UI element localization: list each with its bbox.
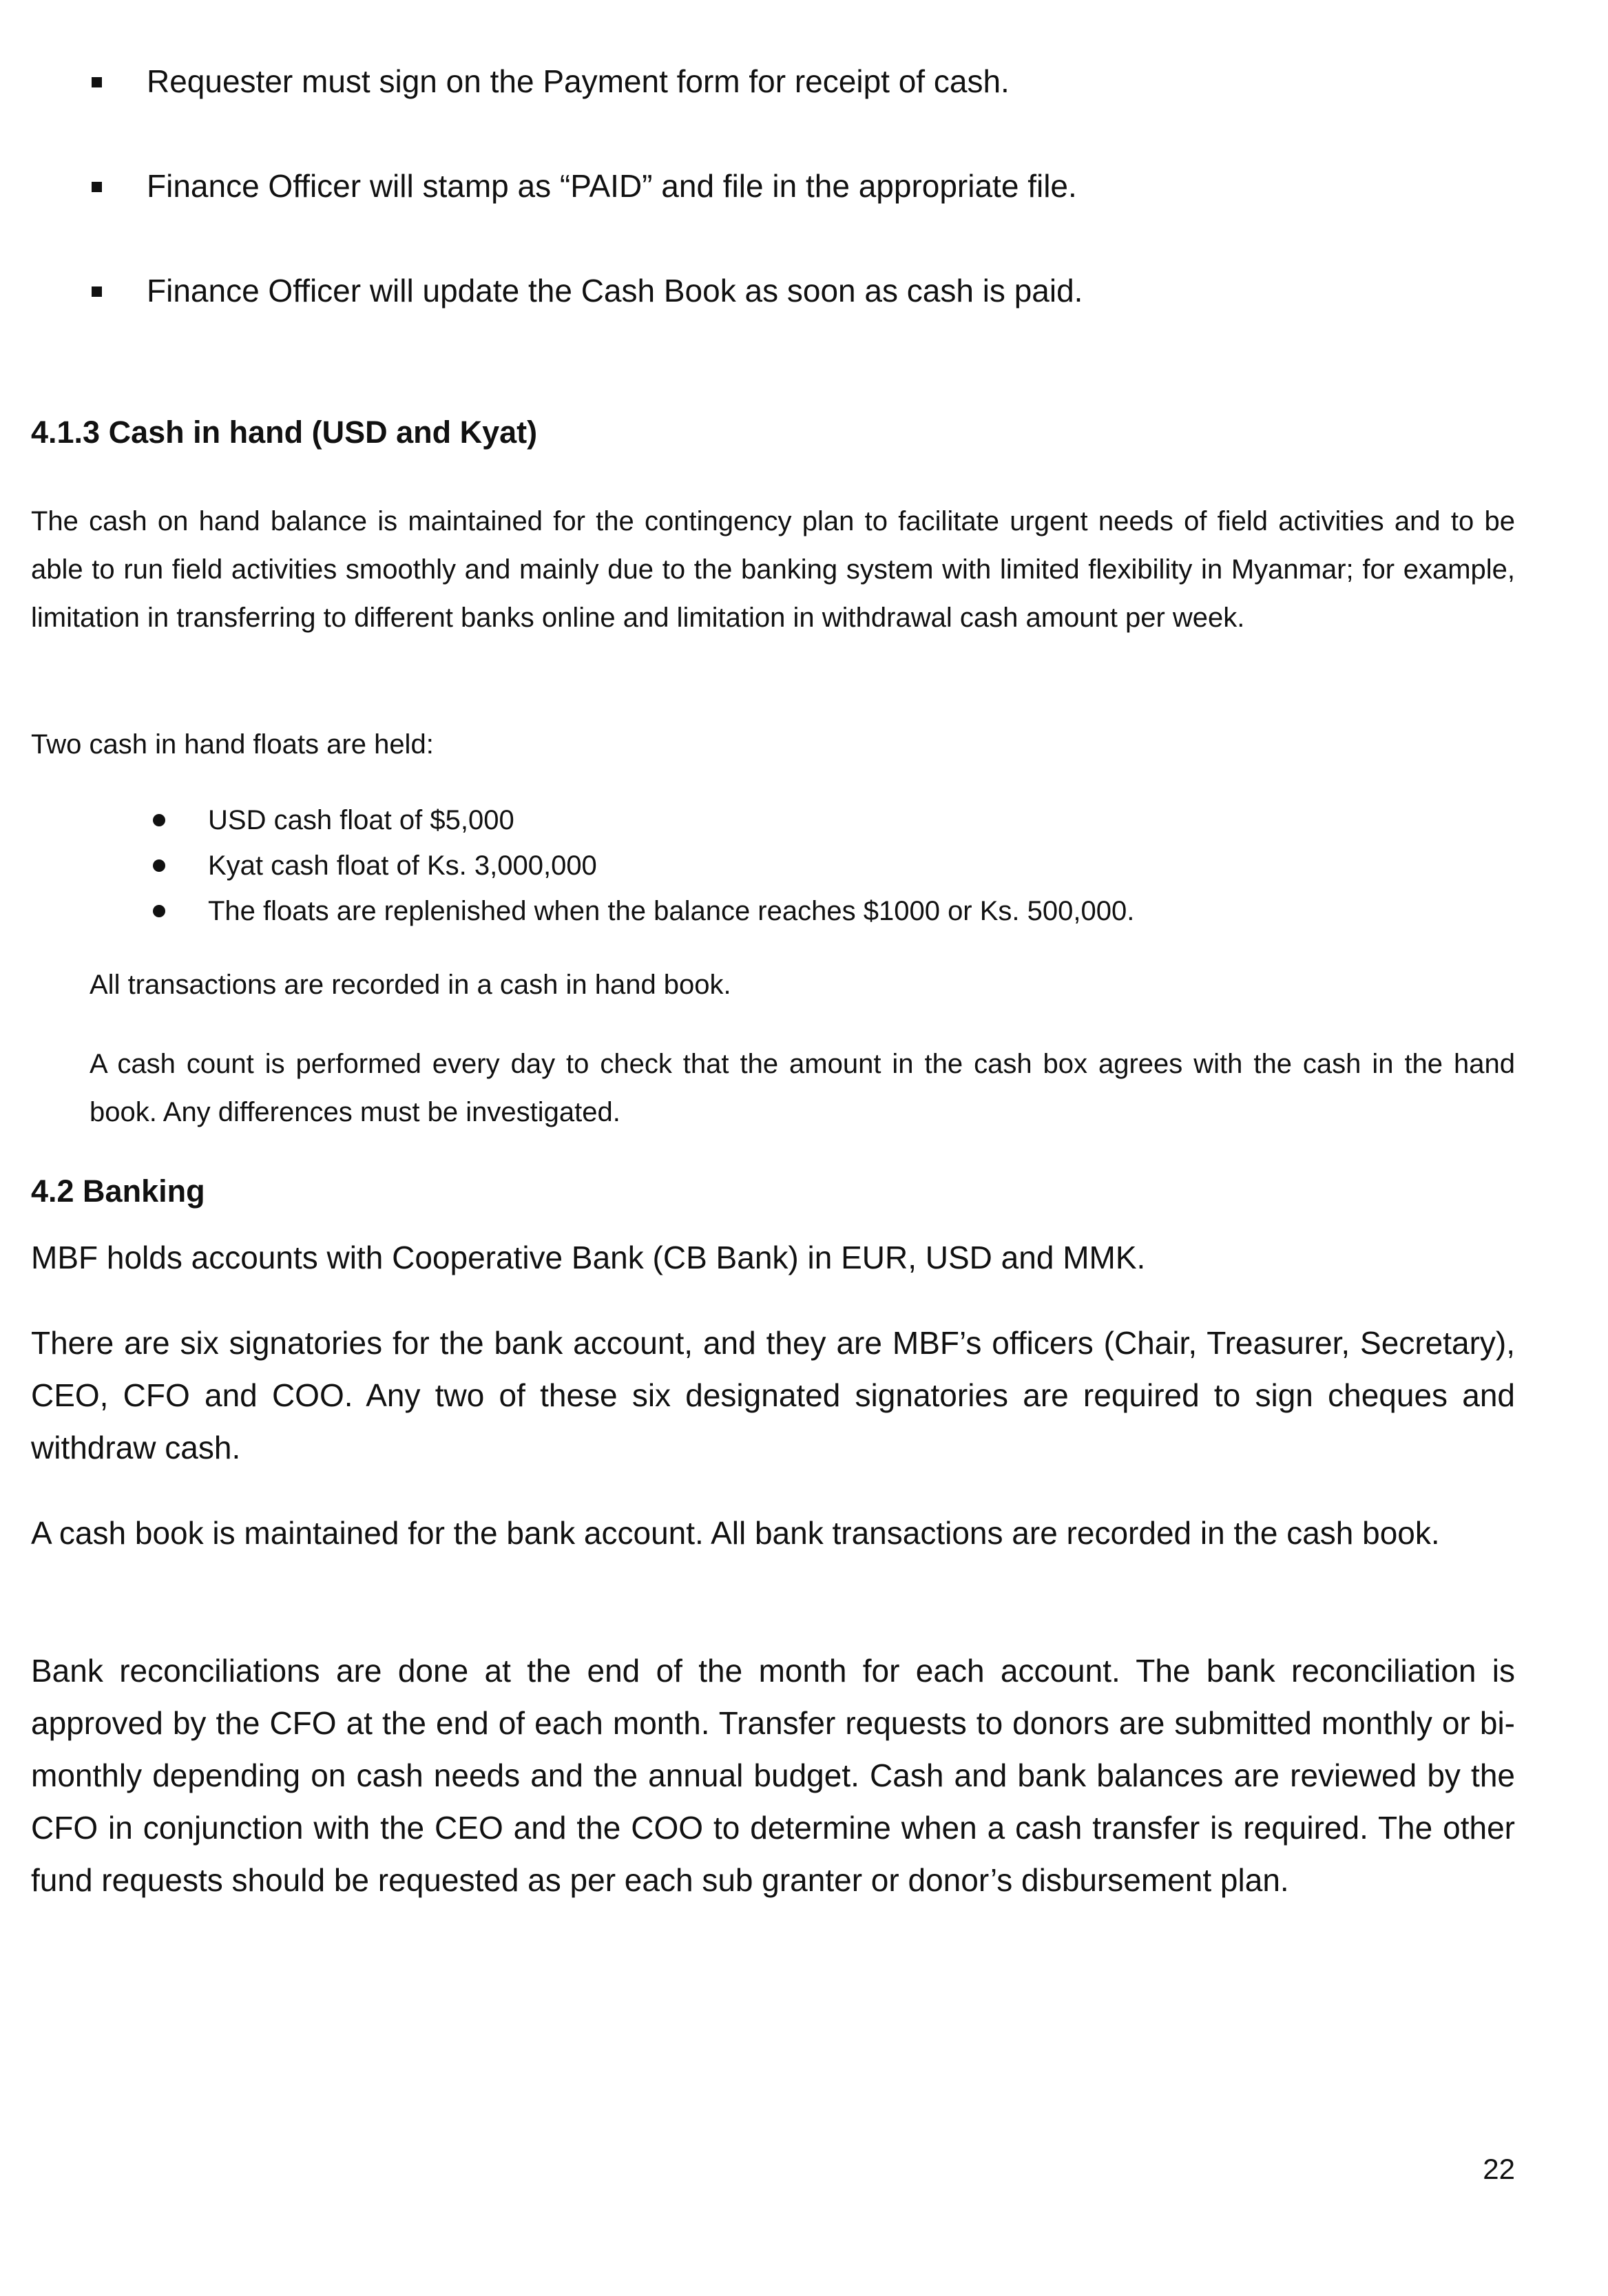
section-heading-cash-in-hand: 4.1.3 Cash in hand (USD and Kyat) bbox=[31, 415, 538, 450]
list-item bbox=[0, 797, 1608, 843]
list-item bbox=[0, 843, 1608, 888]
round-bullet-icon bbox=[153, 814, 165, 826]
cash-float-list bbox=[0, 797, 1608, 934]
square-bullet-icon bbox=[92, 77, 102, 87]
section-heading-banking: 4.2 Banking bbox=[31, 1173, 205, 1209]
procedure-step-list bbox=[0, 55, 1608, 369]
round-bullet-icon bbox=[153, 905, 165, 917]
floats-lead-text: Two cash in hand floats are held: bbox=[31, 729, 434, 760]
round-bullet-icon bbox=[153, 859, 165, 872]
list-item-text: The floats are replenished when the balance reaches $1000 or Ks. 500,000. bbox=[208, 896, 1135, 926]
cash-in-hand-recording-text: All transactions are recorded in a cash in hand book. bbox=[90, 970, 731, 1000]
bank-cash-book-text: A cash book is maintained for the bank account. All bank transactions are recorded in the cash book. bbox=[31, 1515, 1440, 1551]
cash-in-hand-intro: The cash on hand balance is maintained for the contingency plan to facilitate urgent needs of field activities and to be able to run field activities smoothly and mainly due to the banking system with limited flexibility in Myanmar; for example, limitation in transferring to different banks online and limitation in withdrawal cash amount per week. bbox=[31, 506, 1515, 633]
list-item bbox=[0, 264, 1608, 369]
list-item-text: Finance Officer will stamp as “PAID” and file in the appropriate file. bbox=[147, 168, 1077, 204]
square-bullet-icon bbox=[92, 182, 102, 192]
list-item bbox=[0, 888, 1608, 934]
list-item-text: Kyat cash float of Ks. 3,000,000 bbox=[208, 850, 597, 881]
bank-accounts-text: MBF holds accounts with Cooperative Bank (CB Bank) in EUR, USD and MMK. bbox=[31, 1240, 1146, 1275]
bank-signatories-text: There are six signatories for the bank account, and they are MBF’s officers (Chair, Treasurer, Secretary), CEO, CFO and COO. Any two of these six designated signatories are required to sign cheques and withdraw cash. bbox=[31, 1325, 1515, 1465]
bank-reconciliation-text: Bank reconciliations are done at the end of the month for each account. The bank reconciliation is approved by the CFO at the end of each month. Transfer requests to donors are submitted monthly or bi-monthly depending on cash needs and the annual budget. Cash and bank balances are reviewed by the CFO in conjunction with the CEO and the COO to determine when a cash transfer is required. The other fund requests should be requested as per each sub granter or donor’s disbursement plan. bbox=[31, 1653, 1515, 1898]
list-item-text: Finance Officer will update the Cash Book as soon as cash is paid. bbox=[147, 273, 1083, 309]
list-item-text: USD cash float of $5,000 bbox=[208, 805, 514, 835]
page-number: 22 bbox=[1483, 2153, 1515, 2185]
list-item bbox=[0, 55, 1608, 160]
cash-count-text: A cash count is performed every day to check that the amount in the cash box agrees with the cash in the hand book. Any differences must be investigated. bbox=[90, 1049, 1515, 1127]
list-item-text: Requester must sign on the Payment form for receipt of cash. bbox=[147, 63, 1010, 99]
square-bullet-icon bbox=[92, 286, 102, 297]
list-item bbox=[0, 160, 1608, 264]
